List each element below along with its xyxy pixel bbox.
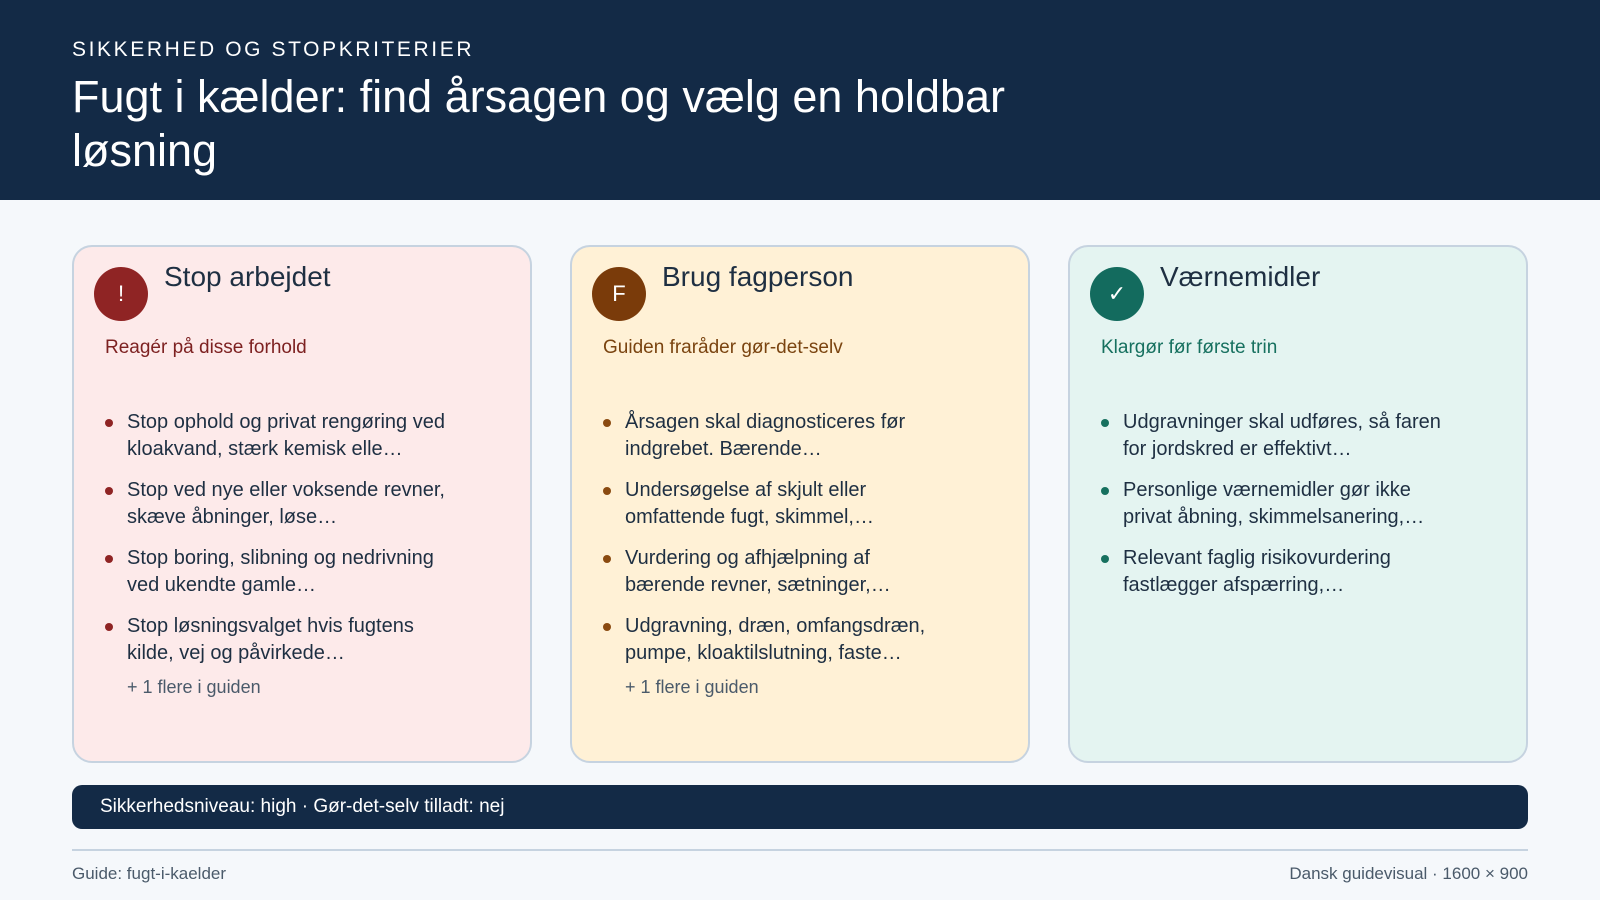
list-item: Stop boring, slibning og nedrivning ved ukendte gamle…	[105, 545, 455, 599]
card-title: Stop arbejdet	[164, 261, 331, 292]
list-item: Stop ophold og privat rengøring ved kloakvand, stærk kemisk elle…	[105, 409, 455, 463]
eyebrow-label: SIKKERHED OG STOPKRITERIER	[72, 38, 475, 61]
list-item: Udgravning, dræn, omfangsdræn, pumpe, kloaktilslutning, faste…	[603, 613, 953, 667]
card-list	[603, 409, 1003, 681]
card-title: Brug fagperson	[662, 261, 854, 292]
footer-guide-id: Guide: fugt-i-kaelder	[72, 864, 227, 883]
list-item: Stop løsningsvalget hvis fugtens kilde, vej og påvirkede…	[105, 613, 455, 667]
list-item: Stop ved nye eller voksende revner, skæve åbninger, løse…	[105, 477, 455, 531]
list-item: Relevant faglig risikovurdering fastlægger afspærring,…	[1101, 545, 1451, 599]
card-professional	[570, 245, 1030, 763]
more-in-guide-link[interactable]: + 1 flere i guiden	[127, 677, 261, 697]
header-banner	[0, 0, 1600, 200]
list-item: Årsagen skal diagnosticeres før indgrebet. Bærende…	[603, 409, 953, 463]
card-subtitle: Klargør før første trin	[1101, 337, 1278, 358]
footer-divider	[72, 849, 1528, 851]
card-title: Værnemidler	[1160, 261, 1321, 292]
more-in-guide-link[interactable]: + 1 flere i guiden	[625, 677, 759, 697]
list-item: Udgravninger skal udføres, så faren for jordskred er effektivt…	[1101, 409, 1451, 463]
exclamation-icon: !	[94, 267, 148, 321]
card-list	[1101, 409, 1501, 613]
list-item: Personlige værnemidler gør ikke privat åbning, skimmelsanering,…	[1101, 477, 1451, 531]
page-title: Fugt i kælder: find årsagen og vælg en holdbar løsning	[72, 71, 1006, 176]
card-subtitle: Reagér på disse forhold	[105, 337, 307, 358]
card-protective-gear	[1068, 245, 1528, 763]
card-list	[105, 409, 505, 681]
footer-caption: Dansk guidevisual · 1600 × 900	[1289, 864, 1528, 883]
list-item: Vurdering og afhjælpning af bærende revner, sætninger,…	[603, 545, 953, 599]
list-item: Undersøgelse af skjult eller omfattende fugt, skimmel,…	[603, 477, 953, 531]
card-subtitle: Guiden fraråder gør-det-selv	[603, 337, 843, 358]
status-bar: Sikkerhedsniveau: high · Gør-det-selv tilladt: nej	[72, 785, 1528, 829]
letter-f-icon: F	[592, 267, 646, 321]
card-stop-work	[72, 245, 532, 763]
checkmark-icon: ✓	[1090, 267, 1144, 321]
